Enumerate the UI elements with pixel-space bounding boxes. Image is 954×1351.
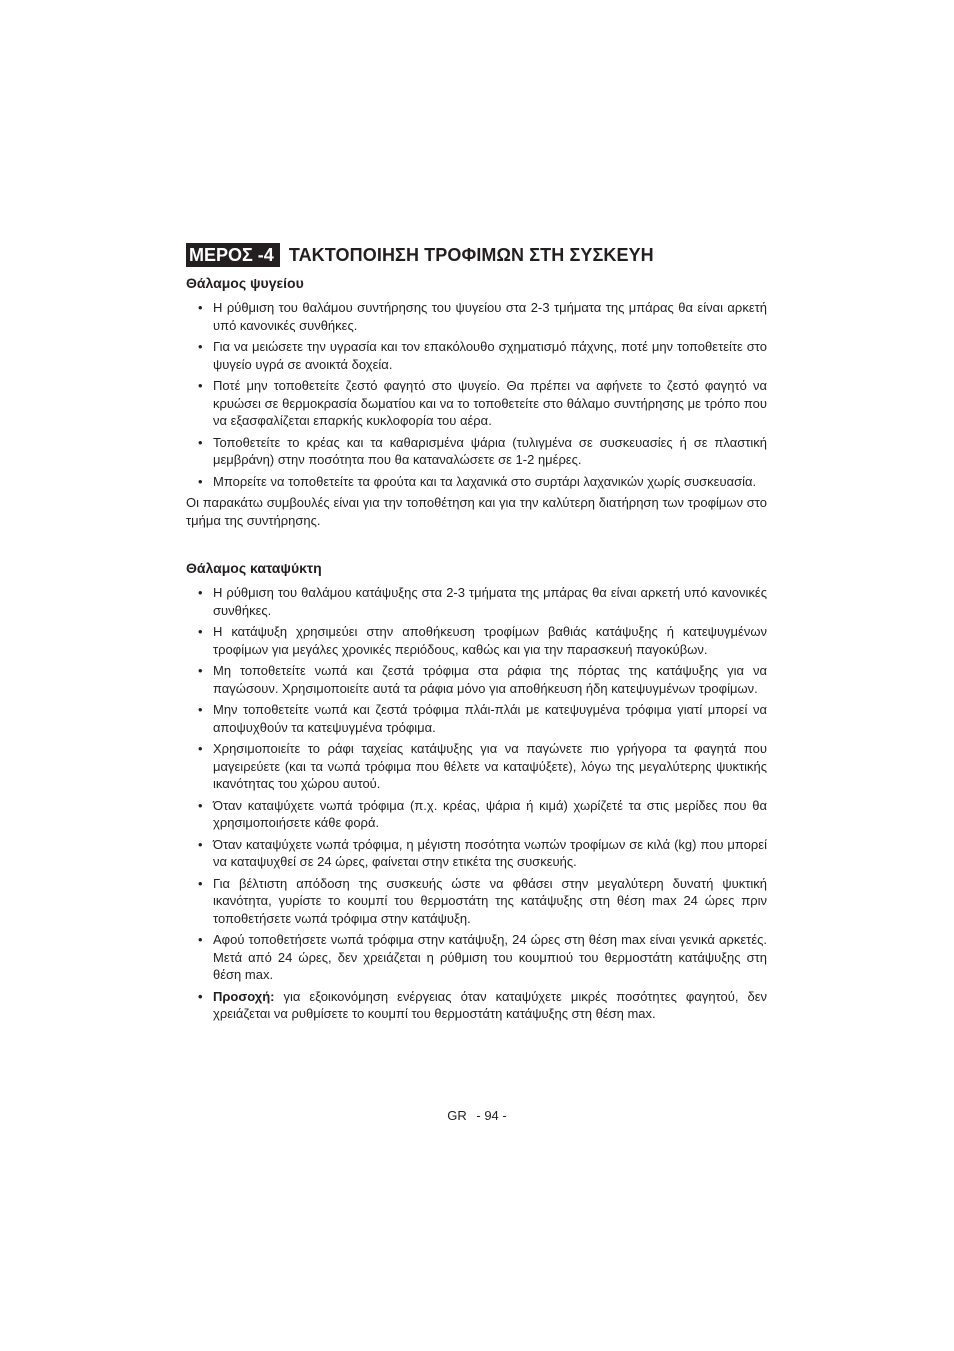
bullet-icon: •	[198, 932, 203, 947]
fridge-note: Οι παρακάτω συμβουλές είναι για την τοποθέτηση και για την καλύτερη διατήρηση των τροφίμων στο τμήμα της συντήρησης.	[186, 495, 767, 528]
list-item: • Για βέλτιστη απόδοση της συσκευής ώστε να φθάσει στην μεγαλύτερη δυνατή ψυκτική ικανότητα, γυρίστε το κουμπί του θερμοστάτη της κατάψυξης στη θέση max 24 ώρες πριν τοποθετήσετε νωπά τρόφιμα στην κατάψυξη.	[198, 875, 767, 926]
freezer-section-title: Θάλαμος καταψύκτη	[186, 560, 322, 576]
list-item: • Για να μειώσετε την υγρασία και τον επακόλουθο σχηματισμό πάχνης, ποτέ μην τοποθετείτε στο ψυγείο υγρά σε ανοικτά δοχεία.	[198, 339, 767, 372]
list-item: • Μην τοποθετείτε νωπά και ζεστά τρόφιμα πλάι-πλάι με κατεψυγμένα τρόφιμα γιατί μπορεί να αποψυχθούν τα κατεψυγμένα τρόφιμα.	[198, 702, 767, 735]
document-page	[186, 243, 767, 1027]
list-item: • Όταν καταψύχετε νωπά τρόφιμα, η μέγιστη ποσότητα νωπών τροφίμων σε κιλά (kg) που μπορεί να καταψυχθεί σε 24 ώρες, φαίνεται στην ετικέτα της συσκευής.	[198, 836, 767, 869]
footer-language: GR	[447, 1108, 467, 1123]
bullet-icon: •	[198, 300, 203, 315]
freezer-list	[186, 584, 767, 1023]
bullet-icon: •	[198, 473, 203, 489]
part-heading	[186, 243, 767, 267]
list-item: • Η ρύθμιση του θαλάμου συντήρησης του ψυγείου στα 2-3 τμήματα της μπάρας θα είναι αρκετή υπό κανονικές συνθήκες.	[198, 300, 767, 333]
fridge-list	[186, 299, 767, 490]
list-item: • Η κατάψυξη χρησιμεύει στην αποθήκευση τροφίμων βαθιάς κατάψυξης ή κατεψυγμένων τροφίμων για μεγάλες χρονικές περιόδους, καθώς και για την παρασκευή παγοκύβων.	[198, 624, 767, 657]
caution-item	[186, 988, 767, 1023]
bullet-icon: •	[198, 339, 203, 354]
page-title: ΤΑΚΤΟΠΟΙΗΣΗ ΤΡΟΦΙΜΩΝ ΣΤΗ ΣΥΣΚΕΥΗ	[288, 244, 654, 265]
list-item: • Η ρύθμιση του θαλάμου κατάψυξης στα 2-3 τμήματα της μπάρας θα είναι αρκετή υπό κανονικές συνθήκες.	[198, 585, 767, 618]
bullet-icon: •	[198, 875, 203, 891]
list-item: • Αφού τοποθετήσετε νωπά τρόφιμα στην κατάψυξη, 24 ώρες στη θέση max είναι γενικά αρκετές. Μετά από 24 ώρες, δεν χρειάζεται η ρύθμιση του κουμπιού του θερμοστάτη κατάψυξης στη θέση max.	[198, 932, 767, 982]
fridge-section-title: Θάλαμος ψυγείου	[186, 275, 304, 291]
list-item: • Τοποθετείτε το κρέας και τα καθαρισμένα ψάρια (τυλιγμένα σε συσκευασίες ή σε πλαστική μεμβράνη) στην ποσότητα που θα καταναλώσετε σε 1-2 ημέρες.	[198, 434, 767, 467]
part-badge: ΜΕΡΟΣ -4	[186, 243, 280, 267]
bullet-icon: •	[198, 624, 203, 639]
list-item: • Μπορείτε να τοποθετείτε τα φρούτα και τα λαχανικά στο συρτάρι λαχανικών χωρίς συσκευασία.	[198, 473, 757, 489]
bullet-icon: •	[198, 585, 203, 600]
bullet-icon: •	[198, 378, 203, 393]
list-item: • Χρησιμοποιείτε το ράφι ταχείας κατάψυξης για να παγώνετε πιο γρήγορα τα φαγητά που μαγειρεύετε (και τα νωπά τρόφιμα που θέλετε να καταψύξετε), λόγω της μεγαλύτερης ψυκτικής ικανότητας του χώρου αυτού.	[198, 741, 767, 791]
bullet-icon: •	[198, 702, 203, 717]
list-item: • Μη τοποθετείτε νωπά και ζεστά τρόφιμα στα ράφια της πόρτας της κατάψυξης για να παγώσουν. Χρησιμοποιείτε αυτά τα ράφια μόνο για αποθήκευση ήδη κατεψυγμένων τροφίμων.	[198, 663, 767, 696]
list-item: • Όταν καταψύχετε νωπά τρόφιμα (π.χ. κρέας, ψάρια ή κιμά) χωρίζετέ τα στις μερίδες που θα χρησιμοποιήσετε κάθε φορά.	[198, 797, 767, 830]
page-footer	[0, 1108, 954, 1123]
caution-label: Προσοχή:	[213, 988, 275, 1004]
bullet-icon: •	[198, 988, 203, 1004]
bullet-icon: •	[198, 836, 203, 852]
caution-text: για εξοικονόμηση ενέργειας όταν καταψύχετε μικρές ποσότητες φαγητού, δεν χρειάζεται να ρυθμίσετε το κουμπί του θερμοστάτη κατάψυξης στη θέση max.	[213, 988, 767, 1021]
list-item: • Ποτέ μην τοποθετείτε ζεστό φαγητό στο ψυγείο. Θα πρέπει να αφήνετε το ζεστό φαγητό να κρυώσει σε θερμοκρασία δωματίου και να το τοποθετείτε στο θάλαμο συντήρησης με τρόπο που να εξασφαλίζεται επαρκής κυκλοφορία του αέρα.	[198, 378, 767, 428]
bullet-icon: •	[198, 797, 203, 813]
bullet-icon: •	[198, 663, 203, 678]
bullet-icon: •	[198, 741, 203, 756]
bullet-icon: •	[198, 434, 203, 450]
page-number: - 94 -	[476, 1108, 507, 1123]
